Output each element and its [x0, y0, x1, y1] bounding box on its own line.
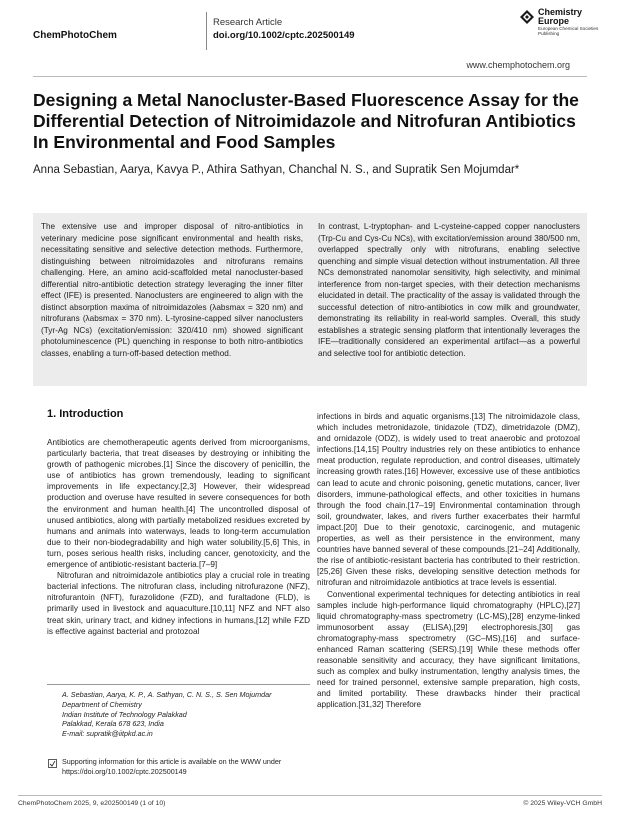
- intro-paragraph-1: Antibiotics are chemotherapeutic agents derived from microorganisms, particularly bacteria, that treat diseases by destroying or inhibiting the growth of pathogenic microbes.[1] Since the discovery of penicillin, the use of antibiotics has grown tremendously, leading to significant improvements in life expectancy.[2,3] However, their widespread production and overuse have resulted in severe consequences for both the environment and human health.[4] The uncontrolled disposal of unused antibiotics, along with partially metabolized residues excreted by humans and animals into waterways, leads to long-term accumulation due to their non-biodegradability and high water solubility.[5,6] This, in turn, poses serious health risks, including cancer, genotoxicity, and the emergence of antibiotic-resistant bacteria.[7–9]: [47, 438, 310, 570]
- logo-subtitle: European Chemical Societies Publishing: [538, 26, 599, 37]
- logo-text: Chemistry Europe: [538, 7, 583, 26]
- intro-paragraph-2: Nitrofuran and nitroimidazole antibiotics play a crucial role in treating bacterial infections. The nitrofuran class, including nitrofurazone (NFZ), nitrofurantoin (NFT), furazolidone (FZD), and furaltadone (FLD), is primarily used in livestock and aquaculture.[10,11] NFZ and NFT also treat skin, urinary tract, and kidney infections in humans,[12] while FZD is effective against bacterial and protozoal: [47, 571, 310, 636]
- chemistry-europe-logo[interactable]: [520, 6, 610, 46]
- abstract-left-column: The extensive use and improper disposal of nitro-antibiotics in veterinary medicine pose significant environmental and health risks, necessitating sensitive and selective detection methods. Furthermore, distinguishing between nitroimidazoles and nitrofurans remains challenging. Here, an amino acid-scaffolded metal nanocluster-based differential nitro-antibiotic detection strategy leveraging the inner filter effect (IFE) is presented. Nanoclusters are engineered to align with the distinct absorption maxima of nitroimidazoles (λabsmax = 320 nm) and nitrofurans (λabsmax = 370 nm). L-tyrosine-capped silver nanoclusters (Tyr-Ag NCs) (excitation/emission: 320/410 nm) showed significant photoluminescence (PL) quenching in response to both nitro-antibiotics classes, enabling a turn-off-based detection method.: [41, 222, 303, 358]
- author-list: Anna Sebastian, Aarya, Kavya P., Athira Sathyan, Chanchal N. S., and Supratik Sen Mojumdar*: [33, 164, 520, 176]
- article-title: Designing a Metal Nanocluster-Based Fluorescence Assay for the Differential Detection of Nitroimidazole and Nitrofuran Antibiotics In Environmental and Food Samples: [33, 90, 579, 152]
- affiliation-address: Palakkad, Kerala 678 623, India: [62, 719, 164, 729]
- supporting-info-text[interactable]: Supporting information for this article is available on the WWW under https://doi.org/10.1002/cptc.202500149: [62, 757, 282, 776]
- footer-copyright: © 2025 Wiley-VCH GmbH: [523, 800, 602, 807]
- footer-citation: ChemPhotoChem 2025, 9, e202500149 (1 of 10): [18, 800, 166, 807]
- abstract: [33, 213, 587, 386]
- body-left-column: [47, 437, 310, 637]
- header-rule: [33, 76, 587, 77]
- body-right-column: [317, 411, 580, 711]
- affiliation-email[interactable]: E-mail: supratik@iitpkd.ac.in: [62, 729, 153, 739]
- affiliation-block: [62, 690, 310, 739]
- header-divider: [206, 12, 207, 50]
- abstract-right-column: In contrast, L-tryptophan- and L-cysteine-capped copper nanoclusters (Trp-Cu and Cys-Cu NCs), with excitation/emission around 380/500 nm, overlapped spectrally only with nitrofurans, enabling selective quenching and simple visual detection without instrumentation. All three NCs demonstrated nanomolar sensitivity, high selectivity, and minimal interference from non-target species, with their detection mechanisms elucidated in detail. The practicality of the assay is validated through the successful detection of nitro-antibiotics in cow milk and groundwater, demonstrating its reliability in real-world samples. Overall, this study establishes a strategic sensing platform that intentionally leverages the IFE—traditionally considered an experimental artifact—as a powerful and selective tool for antibiotic detection.: [318, 222, 580, 358]
- section-heading-introduction: 1. Introduction: [47, 408, 124, 420]
- chemistry-europe-logo-icon: [520, 10, 534, 24]
- article-type: Research Article: [213, 17, 283, 28]
- affiliation-rule: [47, 684, 310, 685]
- affiliation-institute: Indian Institute of Technology Palakkad: [62, 709, 187, 719]
- affiliation-department: Department of Chemistry: [62, 699, 142, 709]
- footer-rule: [18, 795, 602, 796]
- journal-website[interactable]: www.chemphotochem.org: [466, 60, 570, 70]
- affiliation-authors: A. Sebastian, Aarya, K. P., A. Sathyan, C. N. S., S. Sen Mojumdar: [62, 690, 272, 699]
- supporting-info-icon: [48, 759, 57, 768]
- intro-paragraph-3: infections in birds and aquatic organisms.[13] The nitroimidazole class, which includes metronidazole, tinidazole (TDZ), dimetridazole (DMZ), and ornidazole (ODZ), is widely used to treat anaerobic and protozoal infections.[14,15] Poultry industries rely on these antibiotics to enhance meat production, regulate reproduction, and control diseases, ultimately increasing growth rates.[16] However, excessive use of these antibiotics can lead to acute and chronic poisoning, genetic mutations, cancer, liver disorders, immune-pathological effects, and other toxicities in humans through the food chain.[17–19] Environmental contamination through soil, groundwater, lakes, and rivers further exacerbates their harmful impact.[20] Due to their genotoxic, carcinogenic, and mutagenic properties, as well as their persistence in the environment, many countries have banned several of these compounds.[21–24] Additionally, the rise of antibiotic-resistant bacteria has contributed to their restriction.[25,26] Given these risks, developing sensitive detection methods for nitrofuran and nitroimidazole antibiotics at trace levels is essential.: [317, 412, 580, 588]
- intro-paragraph-4: Conventional experimental techniques for detecting antibiotics in real samples include high-performance liquid chromatography (HPLC),[27] liquid chromatography-mass spectrometry (LC-MS),[28] enzyme-linked immunosorbent assay (ELISA),[29] electrophoresis,[30] gas chromatography-mass spectrometry (GC–MS),[16] and surface-enhanced Raman scattering (SERS).[19] While these methods offer reasonable sensitivity and accuracy, they have significant limitations, such as complex and bulky instrumentation, lengthy analysis times, the need for trained personnel, extensive sample preparation, high costs, and limited portability. These drawbacks hinder their practical application.[31,32] Therefore: [317, 589, 580, 710]
- journal-name: ChemPhotoChem: [33, 30, 117, 41]
- doi-link[interactable]: doi.org/10.1002/cptc.202500149: [213, 30, 355, 41]
